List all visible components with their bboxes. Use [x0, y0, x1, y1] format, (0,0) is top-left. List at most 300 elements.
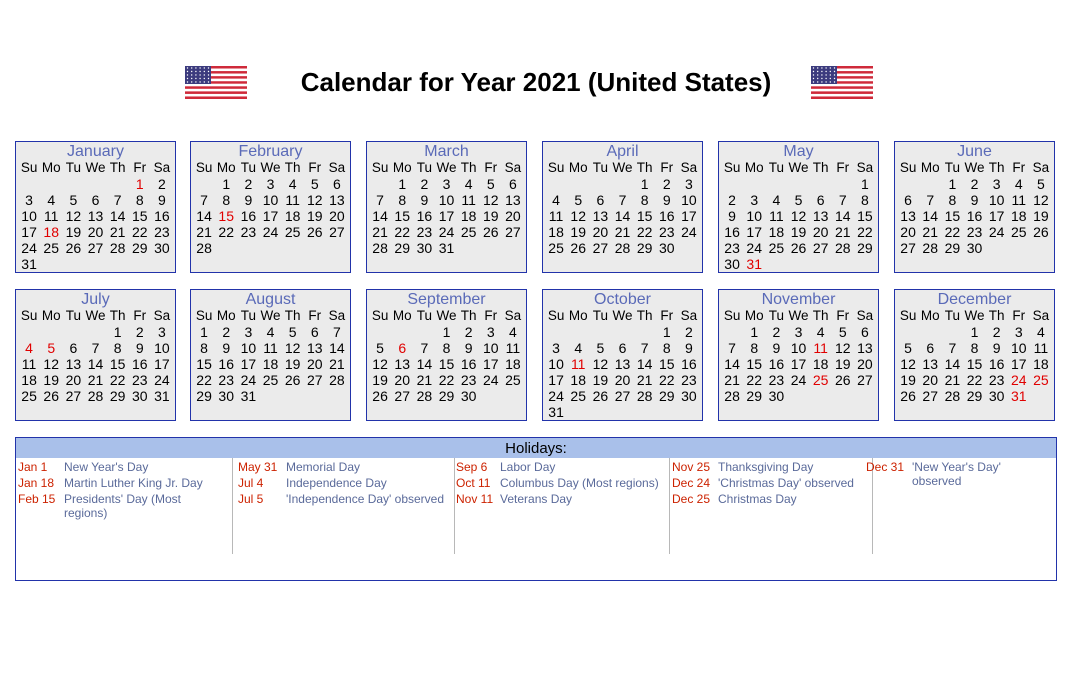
holiday-date: Sep 6	[456, 460, 488, 474]
holiday-date: May 31	[238, 460, 278, 474]
weekday-header: We	[788, 160, 809, 175]
day: 29	[196, 388, 212, 404]
day: 29	[658, 388, 675, 404]
day: 30	[460, 388, 477, 404]
day: 19	[65, 224, 82, 240]
day: 8	[442, 340, 451, 356]
day: 5	[904, 340, 912, 356]
holiday-column	[866, 458, 1056, 554]
weekday-header: Tu	[944, 160, 960, 175]
holiday-day: 25	[812, 372, 829, 388]
weekday-header: Fr	[308, 160, 322, 175]
day: 3	[158, 324, 166, 340]
empty-day	[545, 176, 567, 192]
day: 29	[131, 240, 148, 256]
weekday-header: Mo	[392, 308, 412, 323]
day: 9	[420, 192, 429, 208]
month-name: July	[81, 291, 110, 308]
weekday-header: Tu	[592, 308, 608, 323]
day: 24	[154, 372, 170, 388]
day: 10	[1010, 340, 1027, 356]
holiday-item	[18, 492, 232, 520]
day: 9	[992, 340, 1001, 356]
day-grid	[719, 308, 878, 404]
day: 7	[200, 192, 208, 208]
day: 19	[1033, 208, 1049, 224]
day: 15	[658, 356, 675, 372]
day: 11	[43, 208, 59, 224]
day: 7	[838, 192, 847, 208]
day-grid	[895, 308, 1054, 404]
weekday-header: Mo	[920, 160, 940, 175]
day: 24	[548, 388, 564, 404]
day: 12	[592, 356, 609, 372]
holiday-column	[18, 458, 233, 554]
day: 27	[614, 388, 631, 404]
day: 21	[109, 224, 126, 240]
day: 3	[244, 324, 253, 340]
day-grid	[16, 308, 175, 404]
day: 2	[420, 176, 429, 192]
day: 22	[196, 372, 212, 388]
day: 16	[724, 224, 740, 240]
day-grid	[719, 160, 878, 272]
day: 28	[109, 240, 126, 256]
us-flag-icon	[811, 66, 873, 99]
day: 5	[486, 176, 495, 192]
day: 1	[398, 176, 407, 192]
day: 31	[154, 388, 170, 404]
day: 25	[284, 224, 301, 240]
month-december	[894, 289, 1055, 421]
day: 16	[240, 208, 257, 224]
holiday-date: Jan 1	[18, 460, 48, 474]
day: 22	[966, 372, 983, 388]
day: 27	[306, 372, 323, 388]
day: 28	[944, 388, 961, 404]
day: 2	[158, 176, 166, 192]
day: 28	[196, 240, 212, 256]
day: 24	[988, 224, 1005, 240]
month-november	[718, 289, 879, 421]
day: 29	[966, 388, 983, 404]
weekday-header: Tu	[65, 308, 81, 323]
empty-day	[107, 176, 129, 192]
holiday-column	[672, 458, 873, 554]
day: 16	[988, 356, 1005, 372]
month-name: May	[783, 143, 814, 160]
holiday-item	[18, 476, 232, 490]
weekday-header: Tu	[65, 160, 81, 175]
weekday-header: Tu	[240, 308, 256, 323]
day: 6	[861, 324, 869, 340]
day: 8	[640, 192, 649, 208]
day: 10	[988, 192, 1005, 208]
day: 28	[922, 240, 938, 256]
day: 13	[900, 208, 916, 224]
day: 5	[288, 324, 297, 340]
day: 2	[992, 324, 1001, 340]
weekday-header: We	[85, 160, 106, 175]
day: 26	[1033, 224, 1049, 240]
day: 23	[218, 372, 234, 388]
day: 5	[794, 192, 803, 208]
day: 9	[772, 340, 781, 356]
weekday-header: Tu	[416, 160, 432, 175]
day: 18	[548, 224, 564, 240]
holiday-date: Dec 31	[866, 460, 905, 474]
day-grid	[16, 160, 175, 272]
holiday-name: Columbus Day (Most regions)	[500, 476, 659, 490]
weekday-header: We	[612, 308, 633, 323]
weekday-header: Fr	[133, 308, 147, 323]
day: 20	[812, 224, 829, 240]
day: 7	[926, 192, 935, 208]
day: 27	[812, 240, 829, 256]
day: 22	[944, 224, 961, 240]
weekday-header: Fr	[836, 160, 850, 175]
holiday-name: Thanksgiving Day	[718, 460, 814, 474]
day: 11	[21, 356, 37, 372]
day: 16	[416, 208, 433, 224]
day: 10	[438, 192, 455, 208]
day: 2	[772, 324, 781, 340]
day: 8	[750, 340, 759, 356]
empty-day	[369, 176, 391, 192]
weekday-header: We	[612, 160, 633, 175]
weekday-header: Mo	[568, 160, 588, 175]
holiday-date: Nov 11	[456, 492, 494, 506]
day: 30	[768, 388, 785, 404]
empty-day	[611, 324, 633, 340]
day: 4	[816, 324, 825, 340]
day: 2	[728, 192, 736, 208]
holiday-name: 'Christmas Day' observed	[718, 476, 854, 490]
day: 30	[724, 256, 740, 272]
day: 10	[154, 340, 170, 356]
day: 1	[640, 176, 649, 192]
day: 6	[596, 192, 605, 208]
holiday-item	[672, 460, 872, 474]
empty-day	[611, 176, 633, 192]
weekday-header: Th	[636, 160, 653, 175]
weekday-header: Su	[899, 308, 917, 323]
empty-day	[810, 176, 832, 192]
day: 19	[284, 356, 301, 372]
day: 25	[548, 240, 564, 256]
day: 7	[618, 192, 627, 208]
month-name: October	[594, 291, 651, 308]
day: 1	[222, 176, 231, 192]
weekday-header: We	[788, 308, 809, 323]
day: 30	[658, 240, 675, 256]
day: 12	[43, 356, 59, 372]
day: 18	[768, 224, 785, 240]
day: 31	[438, 240, 455, 256]
day: 20	[900, 224, 916, 240]
day: 3	[442, 176, 451, 192]
empty-day	[941, 324, 963, 340]
day: 2	[222, 324, 231, 340]
weekday-header: Mo	[41, 160, 61, 175]
day-grid	[895, 160, 1054, 256]
holiday-date: Jul 5	[238, 492, 264, 506]
empty-day	[84, 324, 106, 340]
day: 17	[482, 356, 499, 372]
day: 23	[658, 224, 675, 240]
day: 26	[592, 388, 609, 404]
day: 23	[988, 372, 1005, 388]
day: 12	[790, 208, 807, 224]
day: 5	[1037, 176, 1045, 192]
day: 3	[552, 340, 560, 356]
day: 4	[552, 192, 560, 208]
month-name: February	[238, 143, 303, 160]
day: 9	[464, 340, 473, 356]
day: 18	[812, 356, 829, 372]
day: 24	[746, 240, 762, 256]
day: 14	[109, 208, 126, 224]
day: 25	[460, 224, 477, 240]
weekday-header: Su	[20, 160, 38, 175]
weekday-header: We	[964, 160, 985, 175]
day: 3	[266, 176, 275, 192]
day: 12	[834, 340, 851, 356]
weekday-header: Mo	[744, 308, 764, 323]
day: 21	[636, 372, 653, 388]
month-march	[366, 141, 527, 273]
holiday-item	[456, 460, 669, 474]
day: 15	[131, 208, 148, 224]
day: 22	[109, 372, 126, 388]
day: 27	[922, 388, 938, 404]
day: 24	[262, 224, 279, 240]
day: 20	[614, 372, 631, 388]
day: 9	[970, 192, 979, 208]
day: 24	[21, 240, 37, 256]
day: 4	[1037, 324, 1045, 340]
day: 3	[1014, 324, 1023, 340]
day: 10	[790, 340, 807, 356]
day: 11	[505, 340, 521, 356]
weekday-header: Th	[284, 308, 301, 323]
empty-day	[634, 324, 656, 340]
day: 23	[154, 224, 170, 240]
empty-day	[567, 176, 589, 192]
day: 9	[662, 192, 671, 208]
day: 21	[944, 372, 961, 388]
day-grid	[367, 308, 526, 404]
day: 14	[944, 356, 961, 372]
weekday-header: Su	[371, 308, 389, 323]
empty-day	[62, 324, 84, 340]
day: 2	[662, 176, 671, 192]
weekday-header: Fr	[836, 308, 850, 323]
weekday-header: Sa	[680, 308, 698, 323]
weekday-header: Tu	[592, 160, 608, 175]
day: 25	[505, 372, 521, 388]
holiday-date: Oct 11	[456, 476, 491, 490]
day-grid	[191, 160, 350, 256]
empty-day	[18, 324, 40, 340]
day: 18	[570, 372, 586, 388]
weekday-header: Fr	[1012, 308, 1026, 323]
empty-day	[567, 324, 589, 340]
day: 5	[310, 176, 319, 192]
weekday-header: Fr	[484, 308, 498, 323]
day: 2	[135, 324, 144, 340]
day: 23	[966, 224, 983, 240]
day: 26	[834, 372, 851, 388]
day: 15	[966, 356, 983, 372]
empty-day	[897, 176, 919, 192]
day: 4	[464, 176, 473, 192]
holiday-day: 1	[135, 176, 144, 192]
day: 17	[681, 208, 697, 224]
day: 16	[966, 208, 983, 224]
day: 20	[329, 208, 345, 224]
weekday-header: Th	[812, 160, 829, 175]
empty-day	[721, 324, 743, 340]
day: 8	[113, 340, 122, 356]
day: 21	[922, 224, 938, 240]
empty-day	[391, 324, 413, 340]
day: 9	[244, 192, 253, 208]
holiday-day: 31	[1010, 388, 1027, 404]
day: 15	[109, 356, 126, 372]
day: 11	[769, 208, 784, 224]
weekday-header: Fr	[660, 160, 674, 175]
day: 13	[306, 340, 323, 356]
weekday-header: Fr	[308, 308, 322, 323]
holiday-date: Feb 15	[18, 492, 56, 506]
holiday-day: 5	[47, 340, 56, 356]
day: 26	[284, 372, 301, 388]
holiday-day: 11	[570, 356, 586, 372]
day: 20	[65, 372, 82, 388]
empty-day	[721, 176, 743, 192]
day: 23	[460, 372, 477, 388]
day: 28	[834, 240, 851, 256]
day: 2	[464, 324, 473, 340]
day: 17	[1010, 356, 1027, 372]
day: 28	[724, 388, 740, 404]
holiday-date: Jul 4	[238, 476, 264, 490]
day: 8	[662, 340, 671, 356]
month-may	[718, 141, 879, 273]
day: 28	[614, 240, 631, 256]
empty-day	[919, 176, 941, 192]
weekday-header: Mo	[568, 308, 588, 323]
weekday-header: Mo	[920, 308, 940, 323]
holiday-item	[238, 460, 454, 474]
day: 13	[87, 208, 104, 224]
day: 27	[65, 388, 82, 404]
empty-day	[40, 324, 62, 340]
day: 8	[222, 192, 231, 208]
weekday-header: Sa	[504, 308, 522, 323]
day: 13	[329, 192, 345, 208]
day: 10	[548, 356, 564, 372]
day: 10	[482, 340, 499, 356]
day: 14	[372, 208, 388, 224]
day: 4	[47, 192, 56, 208]
day: 11	[263, 340, 278, 356]
weekday-header: Fr	[133, 160, 147, 175]
day: 21	[87, 372, 104, 388]
empty-day	[369, 324, 391, 340]
empty-day	[832, 176, 854, 192]
day: 14	[416, 356, 433, 372]
holiday-day: 24	[1010, 372, 1027, 388]
empty-day	[765, 176, 787, 192]
day: 20	[922, 372, 938, 388]
day: 23	[681, 372, 697, 388]
day: 18	[1033, 356, 1049, 372]
day: 2	[685, 324, 693, 340]
day: 18	[1010, 208, 1027, 224]
day: 27	[900, 240, 916, 256]
page-title: Calendar for Year 2021 (United States)	[300, 67, 772, 97]
weekday-header: Sa	[856, 160, 874, 175]
month-october	[542, 289, 703, 421]
day: 17	[988, 208, 1005, 224]
day: 2	[970, 176, 979, 192]
day: 18	[262, 356, 279, 372]
month-june	[894, 141, 1055, 273]
calendar-header	[0, 56, 1072, 108]
day: 21	[196, 224, 212, 240]
day: 21	[834, 224, 851, 240]
holiday-item	[456, 476, 669, 490]
day: 21	[614, 224, 631, 240]
day: 1	[113, 324, 122, 340]
month-name: January	[67, 143, 124, 160]
day: 20	[394, 372, 410, 388]
day: 17	[548, 372, 564, 388]
day: 30	[131, 388, 148, 404]
day: 29	[394, 240, 410, 256]
day: 12	[482, 192, 499, 208]
day: 19	[900, 372, 916, 388]
weekday-header: Su	[20, 308, 38, 323]
day: 21	[724, 372, 740, 388]
day: 26	[306, 224, 323, 240]
holiday-date: Jan 18	[18, 476, 55, 490]
day: 20	[505, 208, 521, 224]
holiday-item	[18, 460, 232, 474]
day: 31	[548, 404, 564, 420]
day: 7	[948, 340, 957, 356]
day: 24	[240, 372, 257, 388]
day: 27	[857, 372, 873, 388]
day: 18	[460, 208, 477, 224]
day: 21	[372, 224, 388, 240]
day: 31	[21, 256, 37, 272]
weekday-header: Tu	[416, 308, 432, 323]
weekday-header: Fr	[660, 308, 674, 323]
holiday-day: 18	[43, 224, 59, 240]
day: 11	[461, 192, 476, 208]
weekday-header: Sa	[856, 308, 874, 323]
day: 30	[154, 240, 170, 256]
day: 25	[43, 240, 59, 256]
holiday-name: 'Independence Day' observed	[286, 492, 445, 506]
weekday-header: Sa	[1032, 308, 1050, 323]
day-grid	[191, 308, 350, 404]
day: 26	[482, 224, 499, 240]
day: 29	[857, 240, 873, 256]
